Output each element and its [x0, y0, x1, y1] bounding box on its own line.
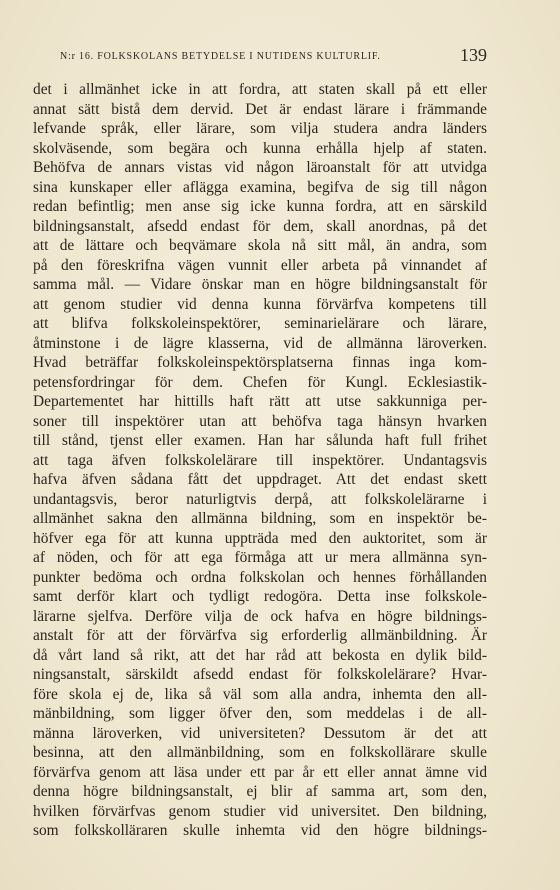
text-line: petensfordringar för dem. Chefen för Kungl. Ecklesiastik-: [33, 373, 488, 391]
text-line: mänbildning, som ligger öfver den, som meddelas i de all-: [33, 705, 487, 722]
text-line: på den föreskrifna vägen vunnit eller arbeta på vinnandet af: [33, 256, 488, 274]
text-line: samt derför klart och tydligt redogöra. Detta inse folkskole-: [33, 588, 488, 605]
text-line: att blifva folkskoleinspektörer, seminarielärare och lärare,: [33, 315, 488, 332]
text-line: förvärfva genom att läsa under ett par år ett eller annat ämne vid: [33, 763, 488, 781]
page-number: 139: [460, 45, 487, 65]
body-text: [33, 80, 487, 841]
text-line: lärarne sjelfva. Derföre vilja de ock hafva en högre bildnings-: [33, 607, 487, 625]
text-line: Hvad beträffar folkskoleinspektörsplatserna finnas inga kom-: [33, 354, 488, 371]
text-line: samma mål. — Vidare önskar man en högre bildningsanstalt för: [33, 276, 488, 293]
text-line: att taga äfven folkskolelärare till inspektörer. Undantagsvis: [33, 451, 488, 469]
text-line: besinna, att den allmänbildning, som en folkskollärare skulle: [33, 744, 488, 761]
text-line: att genom studier vid denna kunna förvärfva kompetens till: [33, 295, 487, 313]
text-line: bildningsanstalt, afsedd endast för dem, skall anordnas, på det: [33, 217, 487, 235]
text-line: sina kunskaper eller aflägga examina, begifva de sig till någon: [33, 178, 488, 196]
text-line: åtminstone i de lägre klasserna, vid de allmänna läroverken.: [33, 334, 487, 352]
text-line: som folkskolläraren skulle inhemta vid den högre bildnings-: [33, 822, 487, 839]
text-line: lefvande språk, eller lärare, som vilja studera andra länders: [33, 120, 488, 137]
text-line: till stånd, tjenst eller examen. Han har sålunda haft full frihet: [33, 432, 488, 449]
running-header: [33, 42, 487, 68]
text-line: annat sätt bistå dem dervid. Det är endast lärare i främmande: [33, 100, 487, 118]
text-line: hafva äfven sådana fått det uppdraget. Att det endast skett: [33, 471, 488, 488]
text-line: Departementet har hittills haft rätt att utse sakkunniga per-: [33, 393, 488, 410]
text-line: redan befintlig; men anse sig icke kunna fordra, att en särskild: [33, 198, 487, 215]
text-line: denna högre bildningsanstalt, ej blir af samma art, som den,: [33, 783, 487, 800]
text-line: männa läroverken, vid universiteten? Dessutom är det att: [33, 724, 487, 742]
text-line: ningsanstalt, särskildt afsedd endast för folkskolelärare? Hvar-: [33, 666, 487, 683]
text-line: soner till inspektörer utan att behöfva taga hänsyn hvarken: [33, 412, 487, 430]
running-title: N:r 16. FOLKSKOLANS BETYDELSE I NUTIDENS KULTURLIF.: [60, 51, 381, 62]
text-line: undantagsvis, beror naturligtvis derpå, att folkskolelärarne i: [33, 490, 488, 508]
text-line: Behöfva de annars vistas vid någon läroanstalt för att utvidga: [33, 159, 487, 176]
text-line: hvilken förvärfvas genom studier vid universitet. Den bildning,: [33, 802, 487, 820]
text-line: att de lättare och beqvämare skola nå sitt mål, än andra, som: [33, 237, 487, 254]
text-line: höfver ega för att kunna uppträda med den auktoritet, som är: [33, 529, 487, 547]
text-line: af nöden, och för att ega förmåga att ur mera allmänna syn-: [33, 549, 488, 566]
text-line: före skola ej de, lika så väl som alla andra, inhemta den all-: [33, 685, 488, 703]
text-line: anstalt för att der förvärfva sig erforderlig allmänbildning. Är: [33, 627, 487, 644]
text-line: då vårt land så rikt, att det har råd att bekosta en dylik bild-: [33, 646, 487, 664]
text-line: punkter bedöma och ordna folkskolan och hennes förhållanden: [33, 568, 487, 586]
text-line: skolväsende, som begära och kunna erhålla hjelp af staten.: [33, 139, 487, 157]
text-line: det i allmänhet icke in att fordra, att staten skall på ett eller: [33, 81, 488, 98]
text-line: allmänhet sakna den allmänna bildning, som en inspektör be-: [33, 510, 487, 527]
